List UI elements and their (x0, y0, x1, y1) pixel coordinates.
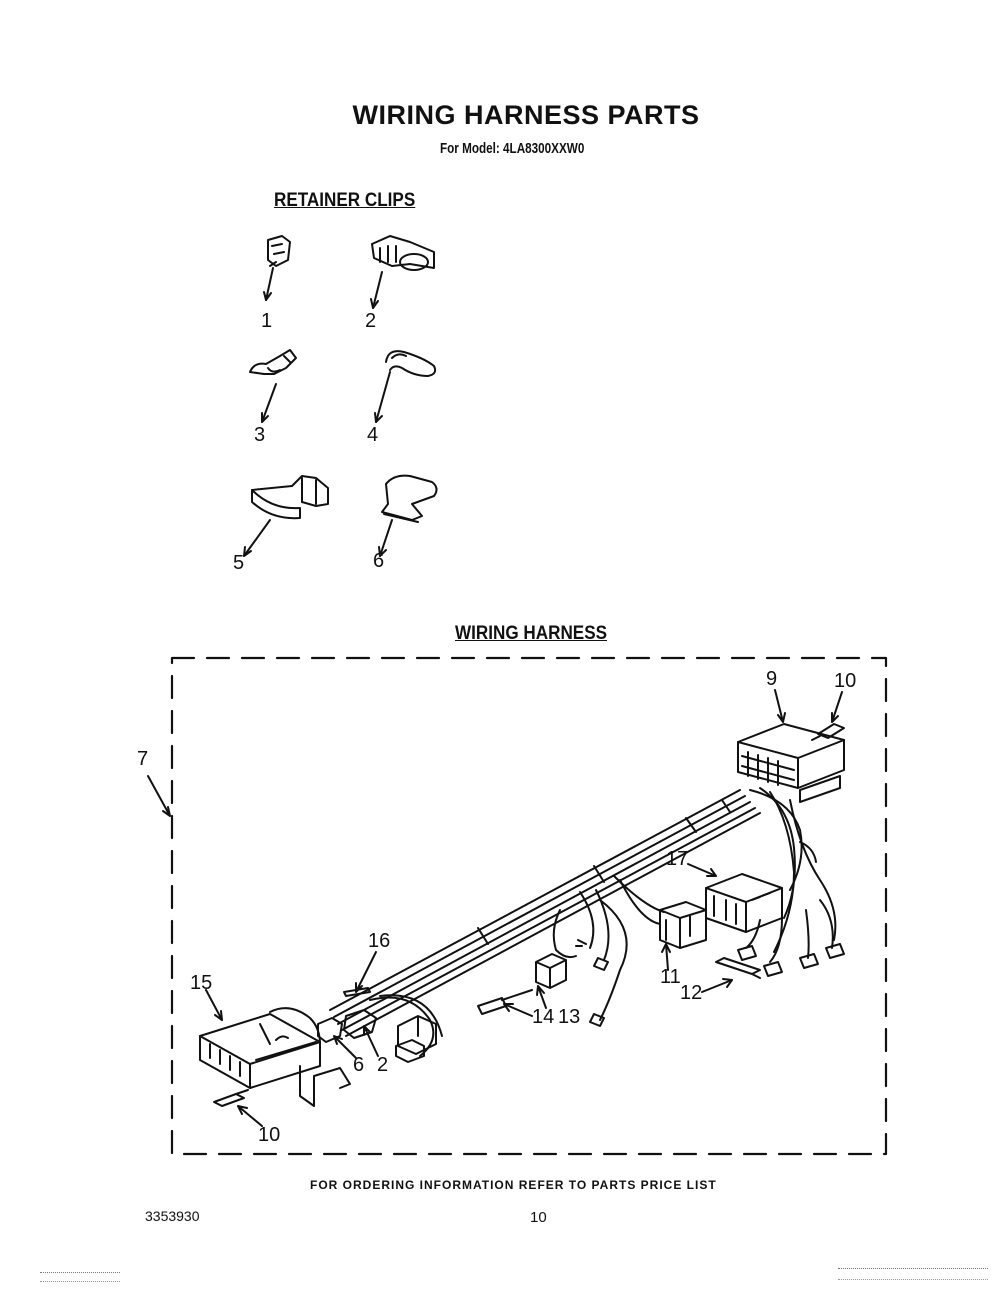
callout-harness-2: 2 (377, 1054, 389, 1076)
retainer-clip-5-drawing (244, 476, 328, 556)
retainer-clip-4-drawing (375, 351, 435, 422)
callout-harness-7: 7 (137, 748, 149, 770)
page-title: WIRING HARNESS PARTS (352, 100, 700, 130)
document-number: 3353930 (145, 1208, 200, 1224)
callout-clip-5: 5 (233, 552, 245, 574)
callout-clip-6: 6 (373, 550, 385, 572)
callout-clip-3: 3 (254, 424, 266, 446)
retainer-clip-2-drawing (371, 236, 434, 308)
callout-harness-6: 6 (353, 1054, 365, 1076)
fine-print-left (40, 1272, 120, 1282)
leader-7 (148, 776, 170, 816)
ordering-note: FOR ORDERING INFORMATION REFER TO PARTS PRICE LIST (310, 1178, 717, 1192)
callout-harness-11: 11 (660, 966, 681, 988)
callout-harness-14: 14 (532, 1006, 555, 1028)
retainer-clip-3-drawing (250, 350, 296, 422)
retainer-clip-1-drawing (264, 236, 290, 300)
retainer-clip-6-drawing (379, 476, 437, 556)
fine-print-right (838, 1268, 988, 1280)
callout-harness-17: 17 (666, 848, 689, 870)
wiring-harness-drawing (200, 724, 844, 1106)
page-number: 10 (530, 1209, 547, 1226)
callout-harness-15: 15 (190, 972, 213, 994)
retainer-clips-heading: RETAINER CLIPS (274, 190, 416, 211)
callout-clip-2: 2 (365, 310, 377, 332)
wiring-harness-heading: WIRING HARNESS (455, 623, 608, 644)
callout-harness-9: 9 (766, 668, 778, 690)
callout-clip-1: 1 (261, 310, 273, 332)
callout-clip-4: 4 (367, 424, 379, 446)
callout-harness-16: 16 (368, 930, 391, 952)
callout-harness-13: 13 (558, 1006, 581, 1028)
callout-harness-12: 12 (680, 982, 703, 1004)
model-subtitle: For Model: 4LA8300XXW0 (440, 140, 585, 157)
callout-harness-10-top: 10 (834, 670, 857, 692)
callout-harness-10-bottom: 10 (258, 1124, 281, 1146)
